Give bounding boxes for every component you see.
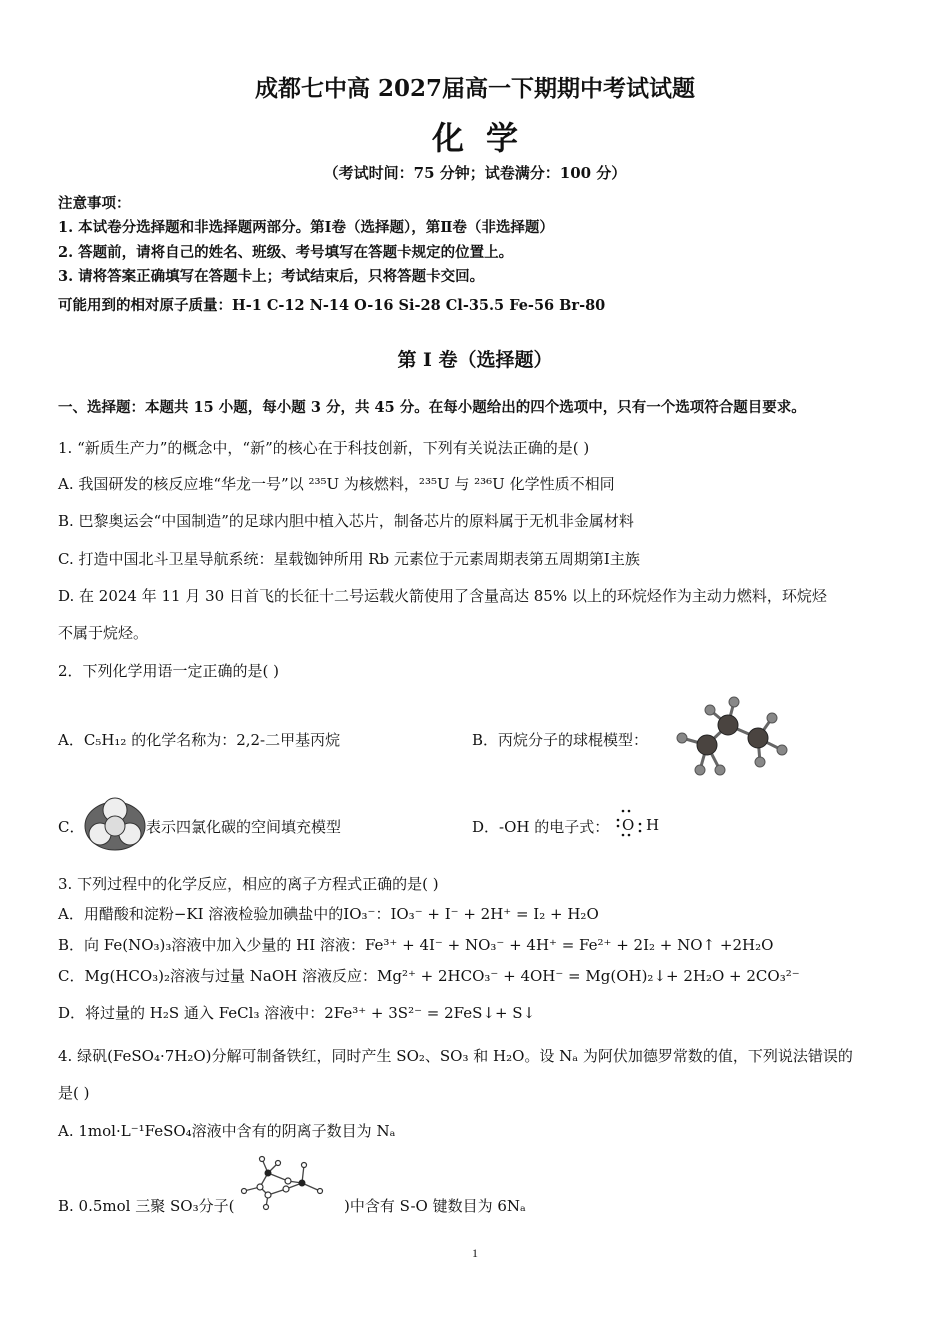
hydroxyl-bond-dot xyxy=(637,820,643,836)
exam-title: 成都七中高 2027届高一下期期中考试试题 xyxy=(254,75,696,102)
exam-info: （考试时间：75 分钟；试卷满分：100 分） xyxy=(323,164,627,182)
section-title: 第 I 卷（选择题） xyxy=(397,349,553,371)
q2-option-c-text: 表示四氯化碳的空间填充模型 xyxy=(146,818,342,836)
hydrogen-atom xyxy=(729,697,739,707)
q4-stem-cont: 是( ) xyxy=(58,1084,90,1102)
q4-option-b-post: )中含有 S-O 键数目为 6Nₐ xyxy=(344,1197,526,1215)
note-item: 1. 本试卷分选择题和非选择题两部分。第Ⅰ卷（选择题），第Ⅱ卷（非选择题） xyxy=(58,219,554,236)
q1-option-a: A. 我国研发的核反应堆“华龙一号”以 ²³⁵U 为核燃料，²³⁵U 与 ²³⁶U 化学性质不相同 xyxy=(58,475,615,493)
q2-option-b: B．丙烷分子的球棍模型： xyxy=(472,731,649,749)
q3-option-a: A．用醋酸和淀粉−KI 溶液检验加碘盐中的IO₃⁻：IO₃⁻ + I⁻ + 2H⁺ = I₂ + H₂O xyxy=(58,905,599,923)
hydrogen-atom xyxy=(767,713,777,723)
atomic-masses: 可能用到的相对原子质量：H-1 C-12 N-14 O-16 Si-28 Cl-35.5 Fe-56 Br-80 xyxy=(58,297,606,314)
q2-option-d: D．-OH 的电子式： xyxy=(472,818,610,836)
q4-option-a: A. 1mol·L⁻¹FeSO₄溶液中含有的阴离子数目为 Nₐ xyxy=(58,1122,396,1140)
section-instruction: 一、选择题：本题共 15 小题，每小题 3 分，共 45 分。在每小题给出的四个选项中，只有一个选项符合题目要求。 xyxy=(58,399,806,416)
hydroxyl-hydrogen: H xyxy=(646,816,660,834)
space-filling-model xyxy=(84,796,146,852)
carbon-atom xyxy=(718,715,738,735)
q4-stem: 4. 绿矾(FeSO₄·7H₂O)分解可制备铁红，同时产生 SO₂、SO₃ 和 H₂O。设 Nₐ 为阿伏加德罗常数的值，下列说法错误的 xyxy=(58,1047,853,1065)
trimer-so3-structure xyxy=(238,1155,328,1211)
notes-heading: 注意事项： xyxy=(58,195,131,212)
carbon-atom xyxy=(748,728,768,748)
note-item: 3. 请将答案正确填写在答题卡上；考试结束后，只将答题卡交回。 xyxy=(58,268,485,285)
q3-option-c: C．Mg(HCO₃)₂溶液与过量 NaOH 溶液反应：Mg²⁺ + 2HCO₃⁻ + 4OH⁻ = Mg(OH)₂↓+ 2H₂O + 2CO₃²⁻ xyxy=(58,967,800,985)
q3-stem: 3. 下列过程中的化学反应，相应的离子方程式正确的是( ) xyxy=(58,875,439,893)
propane-ball-stick-model xyxy=(670,690,800,780)
q1-option-b: B. 巴黎奥运会“中国制造”的足球内胆中植入芯片，制备芯片的原料属于无机非金属材料 xyxy=(58,512,634,530)
q2-option-c-label: C． xyxy=(58,818,85,836)
q2-option-a: A．C₅H₁₂ 的化学名称为：2,2-二甲基丙烷 xyxy=(58,731,341,749)
q3-option-b: B．向 Fe(NO₃)₃溶液中加入少量的 HI 溶液：Fe³⁺ + 4I⁻ + NO₃⁻ + 4H⁺ = Fe²⁺ + 2I₂ + NO↑ +2H₂O xyxy=(58,936,774,954)
hydrogen-atom xyxy=(755,757,765,767)
q2-stem: 2．下列化学用语一定正确的是( ) xyxy=(58,662,280,680)
hydrogen-atom xyxy=(705,705,715,715)
subject-title: 化学 xyxy=(431,119,540,157)
q1-option-d: D. 在 2024 年 11 月 30 日首飞的长征十二号运载火箭使用了含量高达 85% 以上的环烷烃作为主动力燃料，环烷烃 xyxy=(58,587,827,605)
hydrogen-atom xyxy=(715,765,725,775)
page-number: 1 xyxy=(472,1246,478,1260)
q1-option-c: C. 打造中国北斗卫星导航系统：星载铷钟所用 Rb 元素位于元素周期表第五周期第Ⅰ主族 xyxy=(58,550,640,568)
hydroxyl-oxygen: O xyxy=(622,816,635,834)
q4-option-b-pre: B. 0.5mol 三聚 SO₃分子( xyxy=(58,1197,235,1215)
hydrogen-atom xyxy=(695,765,705,775)
carbon-atom xyxy=(697,735,717,755)
q1-stem: 1. “新质生产力”的概念中，“新”的核心在于科技创新，下列有关说法正确的是( ) xyxy=(58,439,590,457)
q3-option-d: D．将过量的 H₂S 通入 FeCl₃ 溶液中：2Fe³⁺ + 3S²⁻ = 2FeS↓+ S↓ xyxy=(58,1004,536,1022)
note-item: 2. 答题前，请将自己的姓名、班级、考号填写在答题卡规定的位置上。 xyxy=(58,244,514,261)
hydrogen-atom xyxy=(677,733,687,743)
q1-option-d-cont: 不属于烷烃。 xyxy=(58,624,149,642)
hydrogen-atom xyxy=(777,745,787,755)
